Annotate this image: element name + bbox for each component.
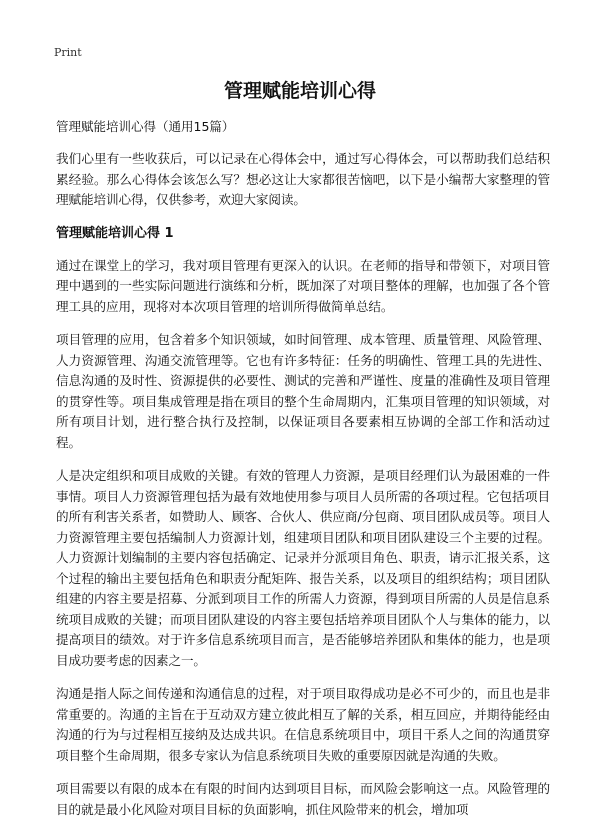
document-subtitle: 管理赋能培训心得（通用15篇）: [56, 119, 235, 134]
body-paragraph: 通过在课堂上的学习，我对项目管理有更深入的认识。在老师的指导和带领下，对项目管理中遇到的一些实际问题进行演练和分析，既加深了对项目整体的理解，也加强了各个管理工具的应用，现将对本次项目管理的培训所得做简单总结。: [56, 257, 550, 314]
page-title: 管理赋能培训心得: [223, 80, 376, 102]
body-paragraph: 沟通是指人际之间传递和沟通信息的过程，对于项目取得成功是必不可少的，而且也是非常重要的。沟通的主旨在于互动双方建立彼此相互了解的关系，相互回应，并期待能经由沟通的行为与过程相互接纳及达成共识。在信息系统项目中，项目干系人之间的沟通贯穿项目整个生命周期，很多专家认为信息系统项目失败的重要原因就是沟通的失败。: [56, 686, 550, 763]
intro-paragraph: 我们心里有一些收获后，可以记录在心得体会中，通过写心得体会，可以帮助我们总结积累经验。那么心得体会该怎么写？想必这让大家都很苦恼吧，以下是小编帮大家整理的管理赋能培训心得，仅供参考，欢迎大家阅读。: [56, 151, 550, 207]
section-heading: 管理赋能培训心得 1: [56, 225, 174, 241]
body-paragraph: 项目管理的应用，包含着多个知识领域，如时间管理、成本管理、质量管理、风险管理、人力资源管理、沟通交流管理等。它也有许多特征：任务的明确性、管理工具的先进性、信息沟通的及时性、资源提供的必要性、测试的完善和严谨性、度量的准确性及项目管理的贯穿性等。项目集成管理是指在项目的整个生命周期内，汇集项目管理的知识领域，对所有项目计划，进行整合执行及控制，以保证项目各要素相互协调的全部工作和活动过程。: [56, 332, 550, 450]
body-paragraph: 项目需要以有限的成本在有限的时间内达到项目目标，而风险会影响这一点。风险管理的目的就是最小化风险对项目目标的负面影响，抓住风险带来的机会，增加项: [56, 781, 550, 817]
print-label: Print: [54, 46, 82, 59]
document-body: [56, 117, 550, 828]
body-paragraph: 人是决定组织和项目成败的关键。有效的管理人力资源，是项目经理们认为最困难的一件事情。项目人力资源管理包括为最有效地使用参与项目人员所需的各项过程。它包括项目的所有利害关系者，如赞助人、顾客、合伙人、供应商/分包商、项目团队成员等。项目人力资源管理主要包括编制人力资源计划，组建项目团队和项目团队建设三个主要的过程。人力资源计划编制的主要内容包括确定、记录并分派项目角色、职责，请示汇报关系，这个过程的输出主要包括角色和职责分配矩阵、报告关系，以及项目的组织结构；项目团队组建的内容主要是招募、分派到项目工作的所需人力资源，得到项目所需的人员是信息系统项目成败的关键；而项目团队建设的内容主要包括培养项目团队个人与集体的能力，以提高项目的绩效。对于许多信息系统项目而言，是否能够培养团队和集体的能力，也是项目成功要考虑的因素之一。: [56, 468, 550, 668]
